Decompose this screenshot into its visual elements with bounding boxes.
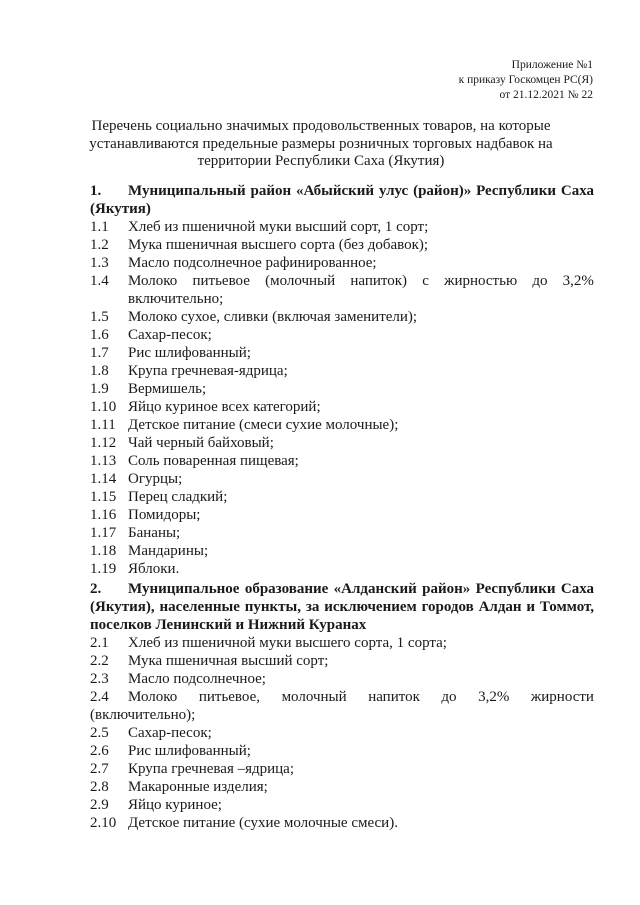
item-word: жирностью (444, 273, 518, 289)
list-item (90, 560, 594, 578)
item-text: Масло подсолнечное; (128, 671, 266, 687)
list-item (90, 634, 594, 652)
title-line: устанавливаются предельные размеры розничных торговых надбавок на (89, 135, 553, 152)
item-text: Мука пшеничная высшего сорта (без добавок); (128, 237, 429, 253)
section-heading (90, 580, 594, 634)
item-number: 2.10 (90, 815, 117, 831)
appendix-header (459, 58, 593, 103)
item-text: Хлеб из пшеничной муки высшего сорта, 1 сорта; (128, 635, 447, 651)
item-number: 1.19 (90, 561, 117, 577)
item-word: Молоко (128, 273, 178, 289)
list-item (90, 236, 594, 254)
item-number: 1.2 (90, 237, 109, 253)
item-number: 2.1 (90, 635, 109, 651)
title-line: Перечень социально значимых продовольственных товаров, на которые (91, 118, 551, 134)
item-number: 2.5 (90, 725, 109, 741)
list-item (90, 652, 594, 670)
item-number: 1.16 (90, 507, 117, 523)
item-text: Мука пшеничная высший сорт; (128, 653, 329, 669)
list-item (90, 470, 594, 488)
order-date: от 21.12.2021 № 22 (499, 89, 593, 101)
title-line: территории Республики Саха (Якутия) (197, 153, 445, 169)
list-item (90, 254, 594, 272)
item-number: 2.7 (90, 761, 109, 777)
item-text: Соль поваренная пищевая; (128, 453, 299, 469)
list-item (90, 542, 594, 560)
item-word: до (532, 273, 548, 289)
document-title (88, 118, 554, 171)
list-item (90, 380, 594, 398)
item-number: 1.14 (90, 471, 117, 487)
list-item (90, 344, 594, 362)
item-word: питьевое (192, 273, 250, 289)
item-text: Крупа гречневая –ядрица; (128, 761, 295, 777)
section-aldan (90, 580, 594, 832)
item-number: 1.9 (90, 381, 109, 397)
item-word: 3,2% (562, 273, 594, 289)
item-text: Яблоки. (128, 561, 180, 577)
item-word: напиток (368, 689, 420, 705)
list-item (90, 308, 594, 326)
item-text (128, 688, 594, 706)
list-item (90, 434, 594, 452)
list-item (90, 724, 594, 742)
item-number: 1.10 (90, 399, 117, 415)
item-number: 1.1 (90, 219, 109, 235)
section-title: Муниципальный район «Абыйский улус (район)» Республики Саха (Якутия) (90, 183, 594, 217)
item-continuation: (включительно); (90, 707, 196, 723)
item-text: Огурцы; (128, 471, 183, 487)
list-item (90, 452, 594, 470)
item-number: 1.7 (90, 345, 109, 361)
goods-list (90, 634, 594, 832)
item-word: Молоко (128, 689, 178, 705)
list-item (90, 524, 594, 542)
item-number: 1.6 (90, 327, 109, 343)
item-text: Масло подсолнечное рафинированное; (128, 255, 377, 271)
item-number: 1.8 (90, 363, 109, 379)
item-word: жирности (530, 689, 594, 705)
list-item (90, 796, 594, 814)
list-item (90, 488, 594, 506)
goods-list (90, 218, 594, 578)
section-heading (90, 182, 594, 218)
item-number: 2.2 (90, 653, 109, 669)
item-text: Чай черный байховый; (128, 435, 274, 451)
list-item (90, 760, 594, 778)
item-word: питьевое, (198, 689, 261, 705)
item-continuation: включительно; (128, 291, 224, 307)
item-text: Детское питание (смеси сухие молочные); (128, 417, 399, 433)
item-number: 2.4 (90, 689, 109, 705)
item-text: Бананы; (128, 525, 181, 541)
item-text: Помидоры; (128, 507, 201, 523)
list-item (90, 688, 594, 706)
item-text: Молоко сухое, сливки (включая заменители); (128, 309, 418, 325)
item-text: Мандарины; (128, 543, 209, 559)
item-number: 2.8 (90, 779, 109, 795)
item-number: 2.9 (90, 797, 109, 813)
item-number: 1.15 (90, 489, 117, 505)
item-text: Перец сладкий; (128, 489, 228, 505)
list-item (90, 670, 594, 688)
item-number: 2.3 (90, 671, 109, 687)
item-word: молочный (281, 689, 347, 705)
item-word: 3,2% (478, 689, 510, 705)
item-number: 1.12 (90, 435, 117, 451)
section-title: Муниципальное образование «Алданский район» Республики Саха (Якутия), населенные пункты, за исключением городов Алдан и Томмот, поселков Ленинский и Нижний Куранах (90, 581, 594, 633)
list-item (90, 218, 594, 236)
item-text: Хлеб из пшеничной муки высший сорт, 1 сорт; (128, 219, 429, 235)
item-text: Детское питание (сухие молочные смеси). (128, 815, 398, 831)
item-text: Сахар-песок; (128, 327, 212, 343)
item-text: Яйцо куриное; (128, 797, 222, 813)
item-number: 1.17 (90, 525, 117, 541)
appendix-label: Приложение №1 (511, 59, 593, 71)
item-number: 1.13 (90, 453, 117, 469)
item-number: 1.4 (90, 273, 109, 289)
item-word: с (422, 273, 429, 289)
section-abyi (90, 182, 594, 578)
list-item (90, 742, 594, 760)
item-text: Вермишель; (128, 381, 207, 397)
item-number: 1.3 (90, 255, 109, 271)
section-number: 1. (90, 183, 102, 199)
section-number: 2. (90, 581, 102, 597)
item-text: Сахар-песок; (128, 725, 212, 741)
item-number: 2.6 (90, 743, 109, 759)
list-item (90, 506, 594, 524)
list-item (90, 272, 594, 290)
item-number: 1.18 (90, 543, 117, 559)
item-word: (молочный (265, 273, 336, 289)
list-item (90, 416, 594, 434)
item-number: 1.11 (90, 417, 116, 433)
item-text (128, 272, 594, 290)
list-item (90, 362, 594, 380)
item-text: Рис шлифованный; (128, 743, 251, 759)
list-item (90, 778, 594, 796)
item-text: Яйцо куриное всех категорий; (128, 399, 321, 415)
list-item (90, 398, 594, 416)
list-item (90, 326, 594, 344)
list-item (90, 814, 594, 832)
item-number: 1.5 (90, 309, 109, 325)
item-text: Крупа гречневая-ядрица; (128, 363, 288, 379)
item-text: Макаронные изделия; (128, 779, 268, 795)
item-word: напиток) (350, 273, 408, 289)
item-text: Рис шлифованный; (128, 345, 251, 361)
item-word: до (441, 689, 457, 705)
order-reference: к приказу Госкомцен РС(Я) (458, 74, 593, 86)
